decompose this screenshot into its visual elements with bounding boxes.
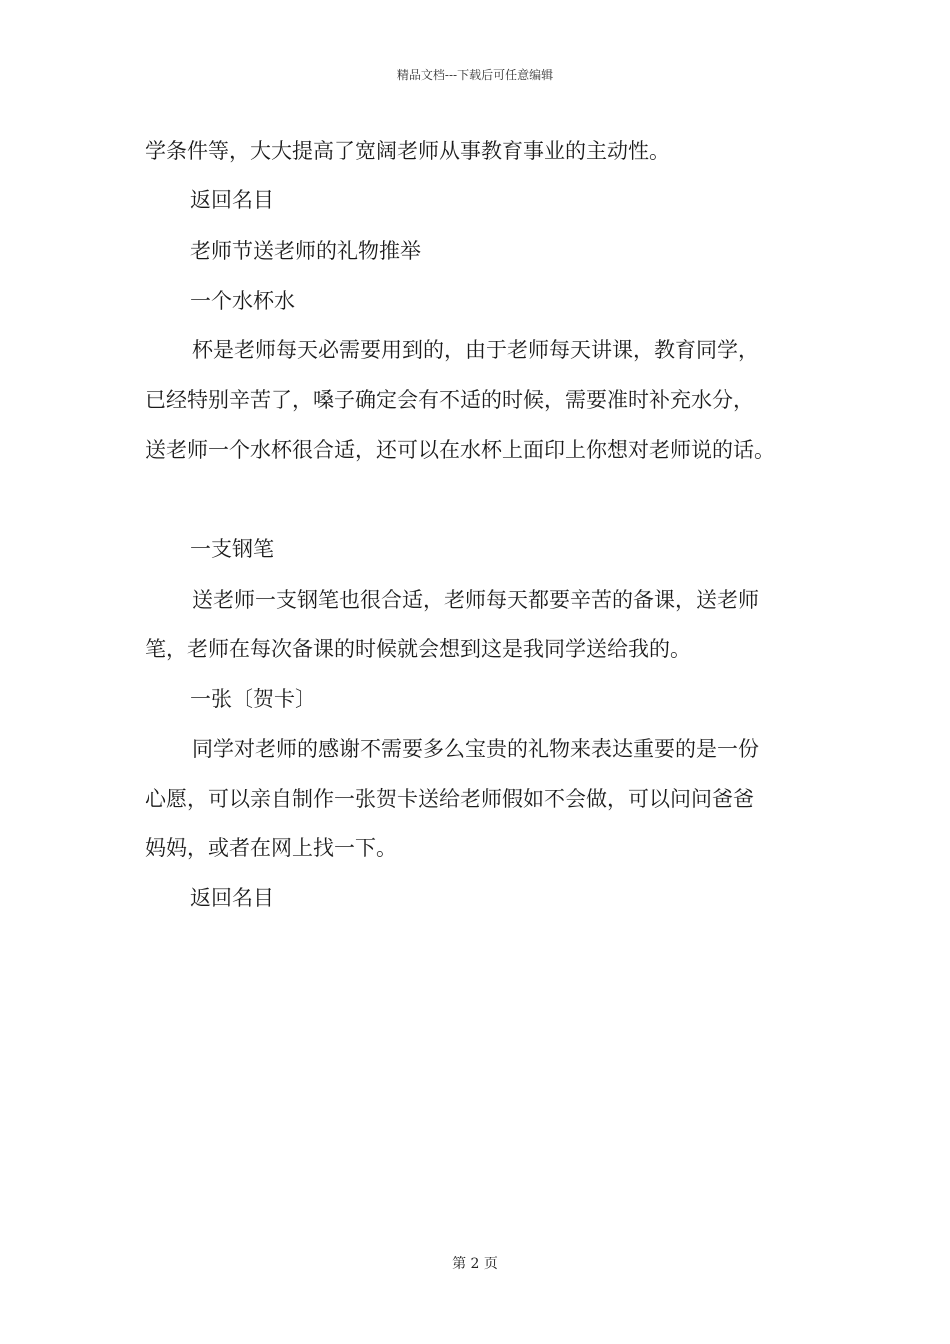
- paragraph-line: 送老师一支钢笔也很合适，老师每天都要辛苦的备课，送老师: [192, 588, 759, 612]
- page-number: 第 2 页: [452, 1256, 498, 1272]
- paragraph-line: 笔，老师在每次备课的时候就会想到这是我同学送给我的。: [145, 637, 691, 661]
- paragraph-line: 妈妈，或者在网上找一下。: [145, 836, 397, 860]
- item-heading: 一支钢笔: [190, 537, 274, 561]
- paragraph-line: 同学对老师的感谢不需要多么宝贵的礼物来表达重要的是一份: [192, 737, 759, 761]
- back-to-contents-link[interactable]: 返回名目: [190, 188, 274, 212]
- paragraph-line: 心愿，可以亲自制作一张贺卡送给老师假如不会做，可以问问爸爸: [145, 787, 754, 811]
- section-heading: 老师节送老师的礼物推举: [190, 239, 421, 263]
- paragraph-line: 学条件等，大大提高了宽阔老师从事教育事业的主动性。: [145, 139, 670, 163]
- item-heading: 一张〔贺卡〕: [190, 687, 316, 711]
- page-header: 精品文档---下载后可任意编辑: [396, 68, 554, 82]
- paragraph-line: 送老师一个水杯很合适，还可以在水杯上面印上你想对老师说的话。: [145, 438, 775, 462]
- paragraph-line: 已经特别辛苦了，嗓子确定会有不适的时候，需要准时补充水分，: [145, 388, 754, 412]
- item-heading: 一个水杯水: [190, 289, 295, 313]
- back-to-contents-link[interactable]: 返回名目: [190, 886, 274, 910]
- paragraph-line: 杯是老师每天必需要用到的，由于老师每天讲课，教育同学，: [192, 338, 759, 362]
